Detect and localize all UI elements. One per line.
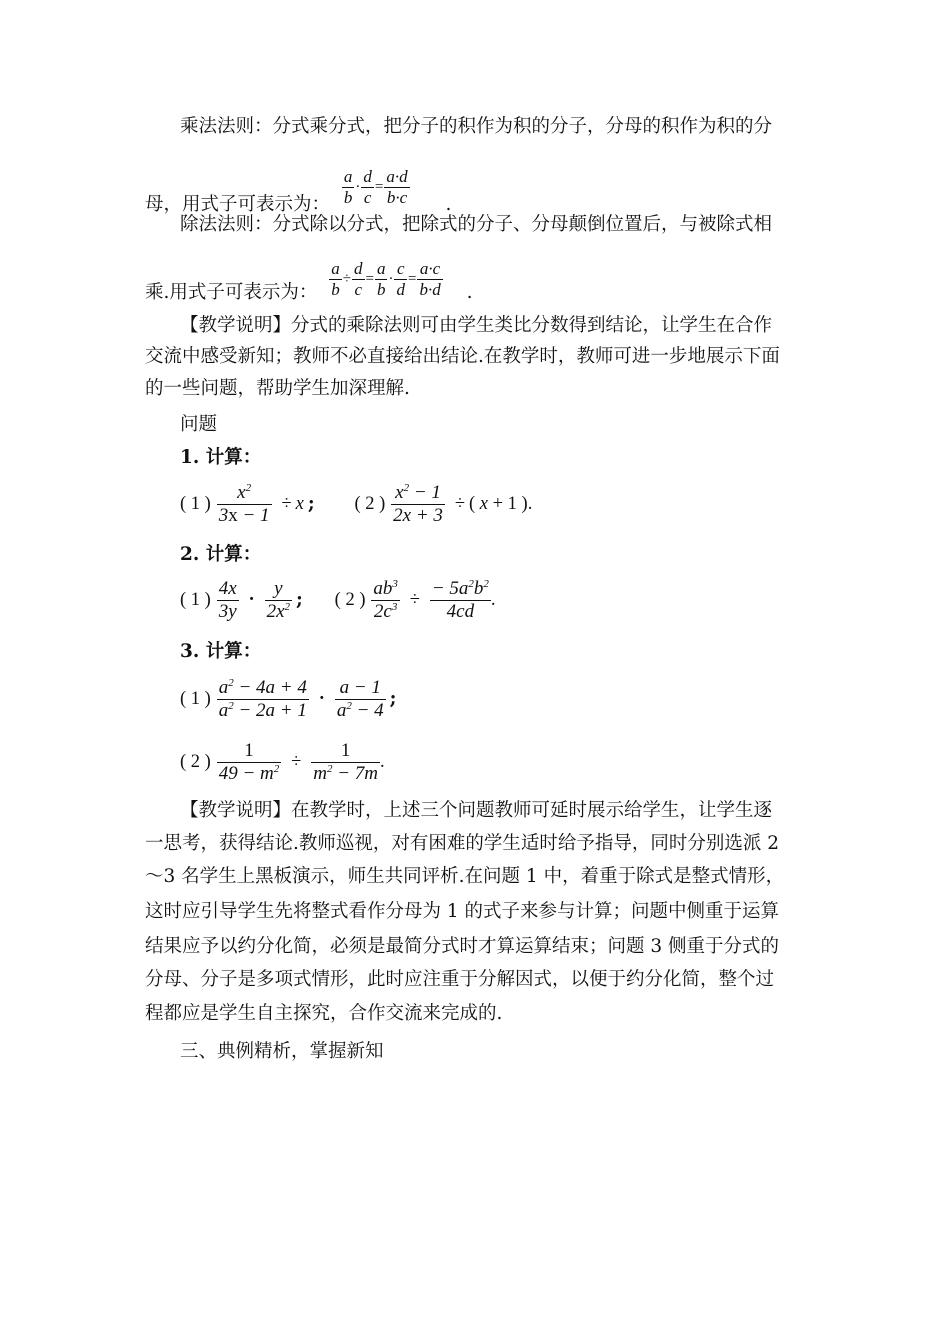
division-rule-intro: 乘.用式子可表示为： (145, 282, 318, 303)
teaching-note-2-line2: 一思考，获得结论.教师巡视，对有困难的学生适时给予指导，同时分别选派 2 (145, 833, 780, 854)
problem-3-expression-2: ( 2 ) $\frac{1}{49 - m^2}$ ÷ $\frac{1}{m^2 - 7m}$ . (180, 739, 385, 784)
teaching-note-2-line3: ～3 名学生上黑板演示，师生共同评析.在问题 1 中，着重于除式是整式情形， (145, 866, 785, 887)
problem-1-label: 1. 计算： (180, 447, 262, 468)
teaching-note-2-line6: 分母、分子是多项式情形，此时应注重于分解因式，以便于约分化简，整个过 (145, 969, 775, 990)
teaching-note-1-line1: 【教学说明】分式的乘除法则可由学生类比分数得到结论，让学生在合作 (180, 315, 773, 336)
problem-3-expression-1: ( 1 ) $\frac{a^2 - 4a + 4}{a^2 - 2a + 1}$ · $\frac{a - 1}{a^2 - 4}$ ; (180, 676, 397, 721)
division-formula: $\frac{a}{b}$ ÷ $\frac{d}{c}$ = $\frac{a}{b}$ · $\frac{c}{d}$ = $\frac{a\cdot c}{b\cdot d}$ (331, 258, 441, 299)
formula-end-period: . (445, 194, 452, 215)
multiplication-rule-intro: 母，用式子可表示为： (145, 194, 331, 215)
division-rule-line2 (145, 250, 472, 322)
teaching-note-1-line3: 的一些问题，帮助学生加深理解. (145, 378, 410, 399)
section-3-heading: 三、典例精析，掌握新知 (180, 1041, 384, 1062)
division-rule-line1: 除法法则：分式除以分式，把除式的分子、分母颠倒位置后，与被除式相 (180, 214, 773, 235)
teaching-note-1-line2: 交流中感受新知；教师不必直接给出结论.在教学时，教师可进一步地展示下面 (145, 346, 780, 367)
problem-2-label: 2. 计算： (180, 544, 262, 565)
teaching-note-2-line4: 这时应引导学生先将整式看作分母为 1 的式子来参与计算；问题中侧重于运算 (145, 901, 780, 922)
multiplication-formula: $\frac{a}{b}$ · $\frac{d}{c}$ = $\frac{a\cdot d}{b\cdot c}$ (343, 166, 408, 207)
multiplication-rule-line1: 乘法法则：分式乘分式，把分子的积作为积的分子，分母的积作为积的分 (180, 116, 773, 137)
teaching-note-2-line1: 【教学说明】在教学时，上述三个问题教师可延时展示给学生，让学生逐 (180, 800, 773, 821)
problem-1-expressions: ( 1 ) $\frac{x^2}{3x - 1}$ ÷ x ; ( 2 ) $\frac{x^2 - 1}{2x + 3}$ ÷ ( x + 1 ). (180, 481, 533, 526)
problem-2-expressions: ( 1 ) $\frac{4x}{3y}$ · $\frac{y}{2x^2}$ ; ( 2 ) $\frac{ab^3}{2c^3}$ ÷ $\frac{- 5a^2b^2}{4cd}$ . (180, 577, 496, 622)
problem-3-label: 3. 计算： (180, 641, 262, 662)
formula-end-period: . (466, 282, 473, 303)
teaching-note-2-line5: 结果应予以约分化简，必须是最简分式时才算运算结束；问题 3 侧重于分式的 (145, 936, 780, 957)
teaching-note-2-line7: 程都应是学生自主探究，合作交流来完成的. (145, 1003, 503, 1024)
problems-heading: 问题 (180, 414, 218, 435)
